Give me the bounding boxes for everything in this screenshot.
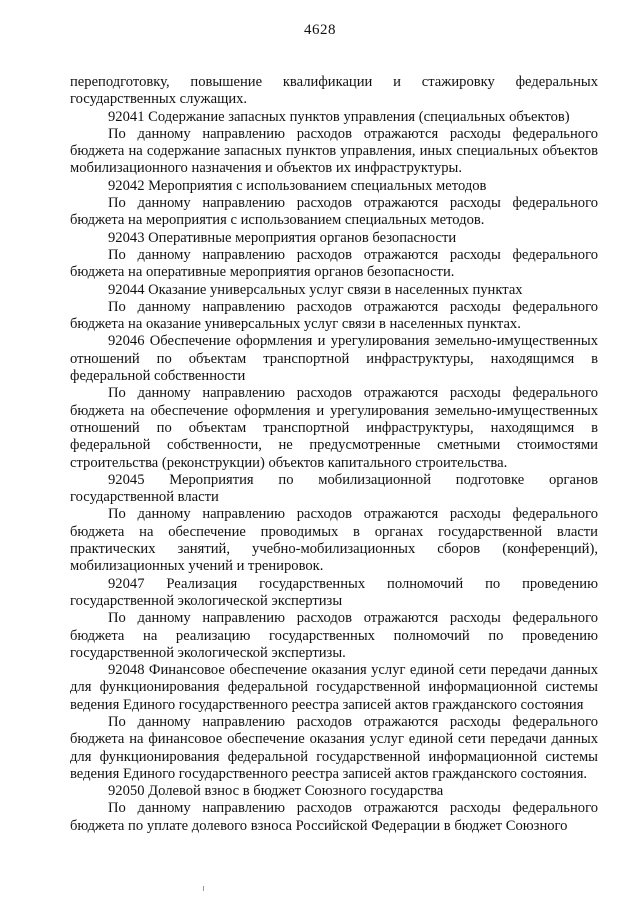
paragraph: По данному направлению расходов отражаются расходы федерального бюджета на обеспечение проводимых в органах государственной власти практических занятий, учебно-мобилизационных сборов (конференций), мобилизационных учений и тренировок. — [70, 506, 598, 575]
paragraph: По данному направлению расходов отражаются расходы федерального бюджета на финансовое обеспечение оказания услуг единой сети передачи данных для функционирования федеральной государственной информационной системы ведения Единого государственного реестра записей актов гражданского состояния. — [70, 713, 598, 782]
paragraph: По данному направлению расходов отражаются расходы федерального бюджета на содержание запасных пунктов управления, иных специальных объектов мобилизационного назначения и объектов их инфраструктуры. — [70, 125, 598, 177]
section-heading: 92048 Финансовое обеспечение оказания услуг единой сети передачи данных для функционирования федеральной государственной информационной системы ведения Единого государственного реестра записей актов гражданского состояния — [70, 662, 598, 713]
section-heading: 92046 Обеспечение оформления и урегулирования земельно-имущественных отношений по объектам транспортной инфраструктуры, находящимся в федеральной собственности — [70, 333, 598, 385]
document-body — [70, 74, 598, 835]
section-heading: 92041 Содержание запасных пунктов управления (специальных объектов) — [108, 108, 570, 125]
paragraph: По данному направлению расходов отражаются расходы федерального бюджета на обеспечение оформления и урегулирования земельно-имущественных отношений по объектам транспортной инфраструктуры, находящимся в федеральной собственности, не предусмотренные сметными стоимостями строительства (реконструкции) объектов капитального строительства. — [70, 385, 598, 471]
paragraph: По данному направлению расходов отражаются расходы федерального бюджета по уплате долевого взноса Российской Федерации в бюджет Союзного — [70, 800, 598, 834]
section-heading: 92044 Оказание универсальных услуг связи в населенных пунктах — [108, 281, 523, 298]
page-number: 4628 — [304, 22, 336, 38]
paragraph: По данному направлению расходов отражаются расходы федерального бюджета на реализацию государственных полномочий по проведению государственной экологической экспертизы. — [70, 610, 598, 661]
section-heading: 92042 Мероприятия с использованием специальных методов — [108, 177, 487, 194]
section-heading: 92047 Реализация государственных полномочий по проведению государственной экологической экспертизы — [70, 575, 598, 609]
paragraph: переподготовку, повышение квалификации и стажировку федеральных государственных служащих. — [70, 74, 598, 108]
paragraph: По данному направлению расходов отражаются расходы федерального бюджета на мероприятия с использованием специальных методов. — [70, 195, 598, 229]
section-heading: 92045 Мероприятия по мобилизационной подготовке органов государственной власти — [70, 471, 598, 506]
paragraph: По данному направлению расходов отражаются расходы федерального бюджета на оказание универсальных услуг связи в населенных пунктах. — [70, 298, 598, 333]
paragraph: По данному направлению расходов отражаются расходы федерального бюджета на оперативные мероприятия органов безопасности. — [70, 246, 598, 281]
section-heading: 92050 Долевой взнос в бюджет Союзного государства — [108, 783, 444, 800]
section-heading: 92043 Оперативные мероприятия органов безопасности — [108, 229, 457, 246]
scan-artifact — [203, 886, 204, 891]
